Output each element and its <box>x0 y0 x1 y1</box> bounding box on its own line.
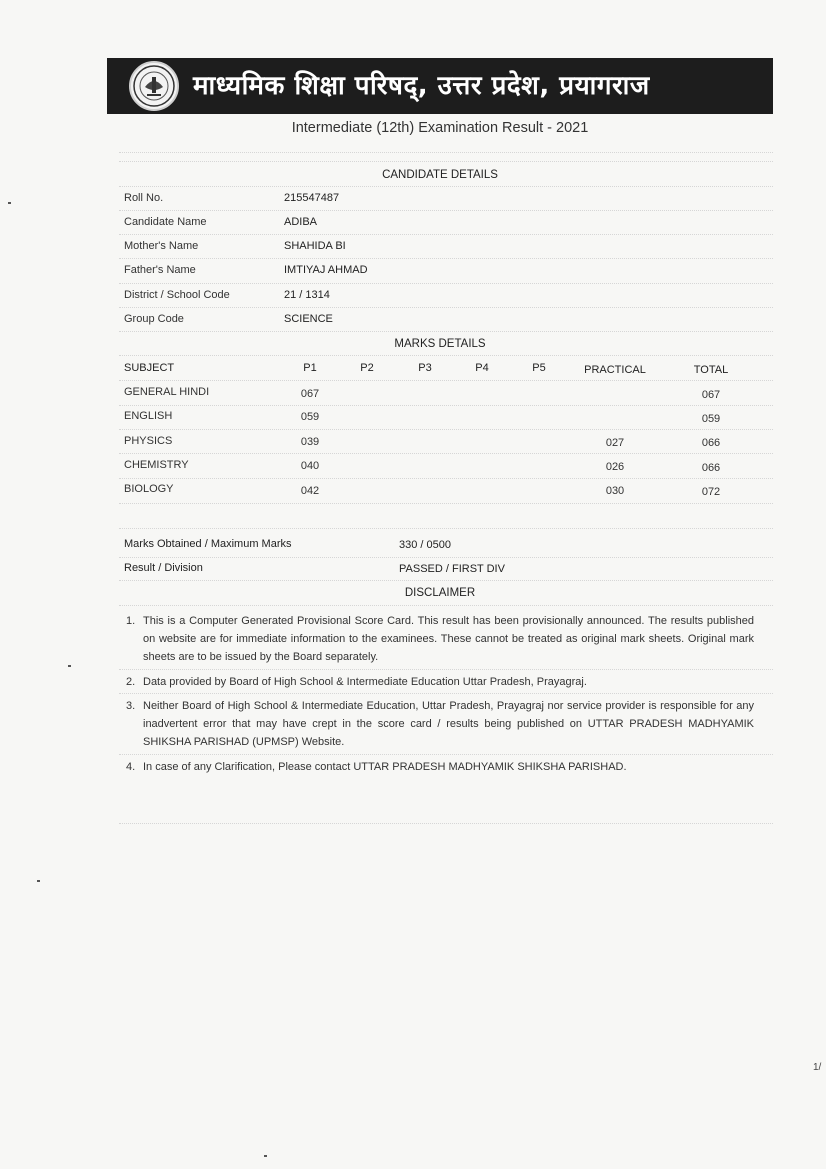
cell-total: 059 <box>701 413 721 425</box>
divider <box>119 453 773 454</box>
cell-subject: BIOLOGY <box>124 483 174 495</box>
col-header-p2: P2 <box>360 362 374 374</box>
candidate-details-heading: CANDIDATE DETAILS <box>382 169 498 181</box>
field-value-mothers-name: SHAHIDA BI <box>284 240 346 252</box>
field-label-district-school-code: District / School Code <box>124 289 230 301</box>
disclaimer-text: Neither Board of High School & Intermediate Education, Uttar Pradesh, Prayagraj nor service provider is responsible for any inadvertent error that may have crept in the score card / results being published on UTTAR PRADESH MADHYAMIK SHIKSHA PARISHAD (UPMSP) Website. <box>143 700 754 748</box>
disclaimer-text: In case of any Clarification, Please contact UTTAR PRADESH MADHYAMIK SHIKSHA PARISHAD. <box>143 761 627 773</box>
cell-practical: 027 <box>605 437 625 449</box>
marks-details-heading: MARKS DETAILS <box>394 338 486 350</box>
divider <box>119 478 773 479</box>
cell-subject: PHYSICS <box>124 435 173 447</box>
divider <box>119 210 773 211</box>
exam-title: Intermediate (12th) Examination Result - 2021 <box>291 120 589 136</box>
disclaimer-item <box>126 612 754 666</box>
col-header-p1: P1 <box>303 362 317 374</box>
divider <box>119 557 773 558</box>
divider <box>119 283 773 284</box>
disclaimer-number: 4. <box>126 761 136 773</box>
cell-practical: 026 <box>605 461 625 473</box>
disclaimer-number: 2. <box>126 676 136 688</box>
disclaimer-item <box>126 673 754 691</box>
field-label-candidate-name: Candidate Name <box>124 216 207 228</box>
col-header-p5: P5 <box>532 362 546 374</box>
cell-p1: 059 <box>300 411 320 423</box>
divider <box>119 605 773 606</box>
field-label-mothers-name: Mother's Name <box>124 240 199 252</box>
field-value-roll-no: 215547487 <box>284 192 340 204</box>
disclaimer-text: Data provided by Board of High School & Intermediate Education Uttar Pradesh, Prayagraj. <box>143 676 587 688</box>
divider <box>119 234 773 235</box>
board-name: माध्यमिक शिक्षा परिषद्, उत्तर प्रदेश, प्रयागराज <box>193 71 650 101</box>
divider <box>119 429 773 430</box>
page-marker: 1/ <box>813 1062 822 1073</box>
divider <box>119 693 773 694</box>
field-value-candidate-name: ADIBA <box>284 216 318 228</box>
divider <box>119 186 773 187</box>
scan-speck <box>37 880 40 882</box>
cell-total: 066 <box>701 437 721 449</box>
cell-total: 072 <box>701 486 721 498</box>
disclaimer-item <box>126 697 754 751</box>
cell-practical: 030 <box>605 485 625 497</box>
col-header-p3: P3 <box>418 362 432 374</box>
divider <box>119 161 773 162</box>
field-value-group-code: SCIENCE <box>284 313 333 325</box>
disclaimer-text: This is a Computer Generated Provisional Score Card. This result has been provisionally announced. The results published on website are for immediate information to the examinees. These cannot be treated as original mark sheets. Original mark sheets are to be issued by the Board separately. <box>143 615 754 663</box>
divider <box>119 503 773 504</box>
cell-p1: 039 <box>300 436 320 448</box>
divider <box>119 152 773 153</box>
cell-p1: 067 <box>300 388 320 400</box>
result-division-label: Result / Division <box>124 562 203 574</box>
disclaimer-heading: DISCLAIMER <box>404 587 476 599</box>
field-value-district-school-code: 21 / 1314 <box>284 289 330 301</box>
divider <box>119 405 773 406</box>
disclaimer-item <box>126 758 754 776</box>
marks-obtained-value: 330 / 0500 <box>399 539 451 551</box>
divider <box>119 528 773 529</box>
cell-subject: ENGLISH <box>124 410 173 422</box>
result-sheet <box>107 58 773 828</box>
up-board-emblem-icon <box>129 61 179 111</box>
divider <box>119 307 773 308</box>
scan-speck <box>8 202 11 204</box>
col-header-practical: PRACTICAL <box>584 364 646 376</box>
col-header-subject: SUBJECT <box>124 362 175 374</box>
divider <box>119 331 773 332</box>
field-label-fathers-name: Father's Name <box>124 264 196 276</box>
divider <box>119 754 773 755</box>
divider <box>119 580 773 581</box>
disclaimer-number: 1. <box>126 615 136 627</box>
cell-subject: CHEMISTRY <box>124 459 189 471</box>
scan-speck <box>264 1155 267 1157</box>
cell-p1: 040 <box>300 460 320 472</box>
col-header-p4: P4 <box>475 362 489 374</box>
field-label-group-code: Group Code <box>124 313 184 325</box>
result-division-value: PASSED / FIRST DIV <box>399 563 505 575</box>
cell-total: 067 <box>701 389 721 401</box>
disclaimer-number: 3. <box>126 700 136 712</box>
cell-subject: GENERAL HINDI <box>124 386 210 398</box>
divider <box>119 355 773 356</box>
field-label-roll-no: Roll No. <box>124 192 164 204</box>
col-header-total: TOTAL <box>693 364 729 376</box>
divider <box>119 823 773 824</box>
header-banner <box>107 58 773 114</box>
divider <box>119 669 773 670</box>
divider <box>119 258 773 259</box>
marks-obtained-label: Marks Obtained / Maximum Marks <box>124 538 292 550</box>
scan-speck <box>68 665 71 667</box>
cell-p1: 042 <box>300 485 320 497</box>
cell-total: 066 <box>701 462 721 474</box>
divider <box>119 380 773 381</box>
field-value-fathers-name: IMTIYAJ AHMAD <box>284 264 368 276</box>
